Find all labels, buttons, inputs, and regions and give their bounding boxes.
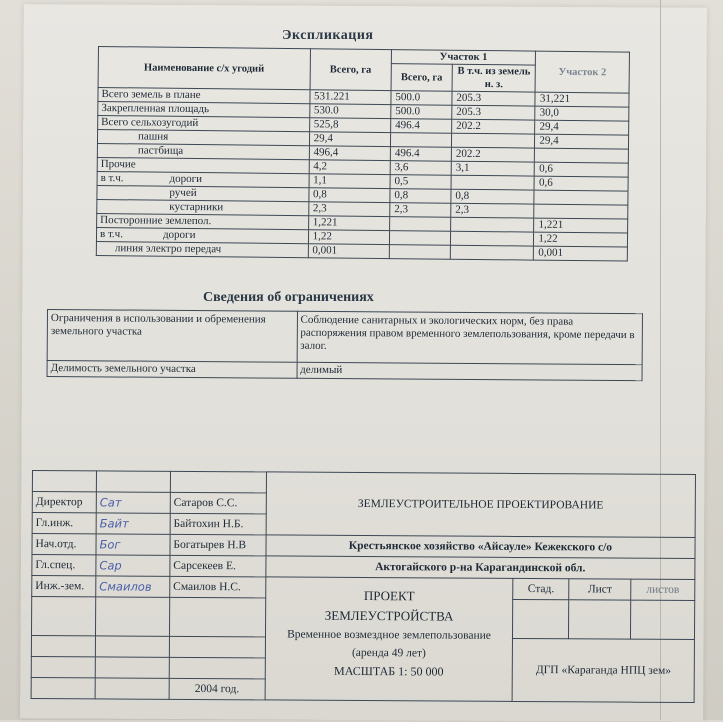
header-name: Наименование с/х угодий — [98, 47, 310, 90]
row-p1: 496.4 — [391, 119, 452, 134]
restriction-row — [47, 310, 642, 365]
row-p2: 29,4 — [535, 120, 629, 135]
explication-title: Экспликация — [282, 28, 374, 43]
signature: Байт — [96, 513, 170, 534]
row-p1: 0,8 — [390, 189, 451, 204]
row-p2: 1,221 — [534, 218, 628, 233]
farm-location: Актогайского р-на Карагандинской обл. — [266, 556, 695, 580]
row-total: 1,1 — [309, 174, 391, 189]
staff-name: Смаилов Н.С. — [170, 576, 266, 598]
staff-role: Директор — [32, 492, 96, 513]
staff-name: Байтохин Н.Б. — [170, 513, 266, 535]
col-sheets: листов — [631, 579, 695, 600]
row-p2 — [535, 148, 629, 163]
department-name: ЗЕМЛЕУСТРОИТЕЛЬНОЕ ПРОЕКТИРОВАНИЕ — [266, 472, 696, 538]
row-p1 — [389, 245, 450, 260]
row-name: пашня — [97, 130, 309, 146]
row-total: 530.0 — [309, 104, 391, 119]
row-name: дороги — [162, 228, 196, 242]
row-total: 4,2 — [309, 160, 391, 175]
restrictions-table — [47, 309, 643, 381]
signature: Сат — [96, 492, 170, 513]
restriction-label: Ограничения в использовании и обременения земельного участка — [47, 310, 297, 363]
signature: Бог — [96, 534, 170, 555]
row-p1-incl: 2,3 — [451, 203, 535, 218]
staff-name: Сарсекеев Е. — [170, 555, 266, 577]
header-total: Всего, га — [310, 49, 392, 91]
staff-role: Гл.инж. — [32, 513, 96, 534]
row-p1-incl — [451, 175, 535, 190]
row-p1: 0,5 — [390, 175, 451, 190]
signature: Смаилов — [96, 576, 170, 597]
staff-role: Гл.спец. — [32, 555, 96, 576]
col-sheet: Лист — [569, 579, 631, 600]
row-p1-incl: 0,8 — [451, 189, 535, 204]
row-p1-incl: 202.2 — [452, 119, 536, 134]
row-total: 1,221 — [308, 216, 390, 231]
col-stage: Стад. — [513, 578, 569, 599]
divisibility-row — [47, 361, 642, 381]
row-p2: 0,001 — [534, 246, 628, 261]
row-total: 2,3 — [308, 202, 390, 217]
row-p1-incl: 3,1 — [451, 161, 535, 176]
header-plot1-total: Всего, га — [391, 64, 452, 92]
row-name-cell — [96, 227, 308, 243]
farm-name: Крестьянское хозяйство «Айсауле» Кежекского с/о — [266, 535, 695, 559]
project-cell — [265, 577, 513, 702]
row-total: 496,4 — [309, 146, 391, 161]
project-title: ПРОЕКТ — [363, 588, 415, 604]
row-name: дороги — [169, 172, 203, 186]
row-p2 — [534, 204, 628, 219]
row-total: 0,8 — [308, 188, 390, 203]
row-p1-incl — [451, 133, 535, 148]
row-p2 — [534, 190, 628, 205]
signature: Сар — [96, 555, 170, 576]
project-lease: (аренда 49 лет) — [351, 646, 426, 660]
row-name-cell — [97, 171, 309, 187]
row-total: 1,22 — [308, 230, 390, 245]
row-name: Всего сельхозугодий — [98, 116, 310, 132]
staff-name: Богатырев Н.В — [170, 534, 266, 556]
row-p1 — [389, 231, 450, 246]
row-p2: 30,0 — [535, 106, 629, 121]
row-p2: 0,6 — [535, 162, 629, 177]
staff-role: Нач.отд. — [32, 534, 96, 555]
row-name: пастбища — [97, 143, 309, 159]
title-block-stamp — [31, 470, 696, 703]
project-scale: МАСШТАБ 1: 50 000 — [334, 663, 444, 679]
row-prefix: в т.ч. — [100, 172, 124, 185]
project-land-use: Временное возмездное землепользование — [287, 628, 491, 642]
row-name: линия электро передач — [96, 241, 308, 257]
explication-table — [96, 46, 630, 262]
organization: ДГП «Караганда НПЦ зем» — [512, 638, 694, 702]
row-p1: 2,3 — [390, 203, 451, 218]
row-name: ручей — [97, 185, 309, 201]
row-total: 525,8 — [309, 118, 391, 133]
row-name: Прочие — [97, 157, 309, 173]
row-p1: 500.0 — [391, 91, 452, 106]
header-plot2: Участок 2 — [535, 51, 629, 93]
staff-role: Инж.-зем. — [32, 576, 96, 597]
row-name: Посторонние землепол. — [97, 213, 309, 229]
row-p1-incl — [450, 245, 534, 260]
row-p1-incl: 202.2 — [451, 147, 535, 162]
row-name: кустарники — [97, 199, 309, 215]
row-p2: 29,4 — [535, 134, 629, 149]
row-prefix: в т.ч. — [99, 228, 124, 241]
row-p1-incl — [450, 231, 534, 246]
row-p1 — [390, 133, 451, 148]
row-name: Закрепленная площадь — [98, 102, 310, 118]
staff-name: Сатаров С.С. — [170, 492, 266, 514]
row-p1: 500.0 — [391, 105, 452, 120]
row-total: 29,4 — [309, 132, 391, 147]
row-p1-incl — [451, 217, 535, 232]
row-p1: 3,6 — [390, 161, 451, 176]
project-year: 2004 год. — [169, 678, 265, 700]
header-plot1-incl: В т.ч. из земель н. з. — [452, 64, 536, 92]
row-p1-incl: 205.3 — [452, 91, 536, 106]
divisibility-value: делимый — [297, 362, 643, 380]
row-p2: 1,22 — [534, 232, 628, 247]
project-subtitle: ЗЕМЛЕУСТРОЙСТВА — [324, 607, 454, 624]
restriction-value: Соблюдение санитарных и экологических норм, без права распоряжения правом временного землепользования, кроме передачи в залог. — [297, 311, 643, 364]
header-plot1: Участок 1 — [391, 50, 536, 66]
restrictions-title: Сведения об ограничениях — [203, 290, 374, 305]
row-total: 531.221 — [309, 90, 391, 105]
row-p1 — [390, 217, 451, 232]
row-p1-incl: 205.3 — [452, 105, 536, 120]
row-total: 0,001 — [308, 244, 390, 259]
row-p2: 31,221 — [535, 92, 629, 107]
divisibility-label: Делимость земельного участка — [47, 361, 297, 379]
row-p2: 0,6 — [534, 176, 628, 191]
row-p1: 496.4 — [390, 147, 451, 162]
row-name: Всего земель в плане — [98, 88, 310, 104]
